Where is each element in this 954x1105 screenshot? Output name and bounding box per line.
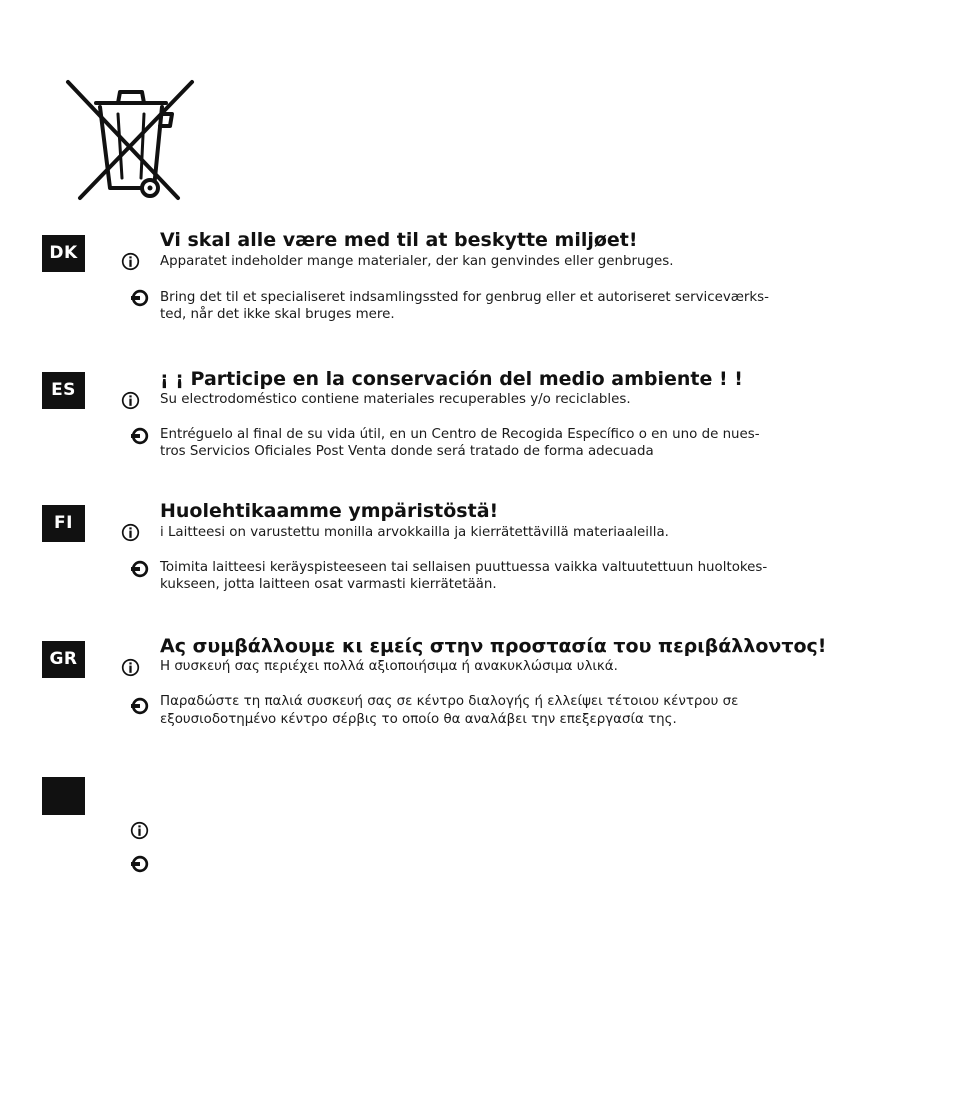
section-info-fi: i Laitteesi on varustettu monilla arvokkailla ja kierrätettävillä materiaaleilla. bbox=[160, 525, 669, 540]
section-title-dk: Vi skal alle være med til at beskytte miljøet! bbox=[160, 229, 638, 251]
info-circle-icon bbox=[121, 391, 140, 410]
section-action-dk-line2: ted, når det ikke skal bruges mere. bbox=[160, 307, 395, 322]
arrow-right-circle-icon bbox=[131, 289, 149, 307]
language-badge-es: ES bbox=[42, 372, 85, 409]
language-badge-dk: DK bbox=[42, 235, 85, 272]
info-circle-icon bbox=[130, 821, 149, 840]
section-title-es: ¡ ¡ Participe en la conservación del medio ambiente ! ! bbox=[160, 368, 743, 390]
section-title-fi: Huolehtikaamme ympäristöstä! bbox=[160, 500, 499, 522]
section-action-es-line1: Entréguelo al final de su vida útil, en un Centro de Recogida Específico o en uno de nues- bbox=[160, 427, 760, 442]
section-action-gr-line1: Παραδώστε τη παλιά συσκευή σας σε κέντρο διαλογής ή ελλείψει τέτοιου κέντρου σε bbox=[160, 694, 739, 709]
arrow-right-circle-icon bbox=[131, 560, 149, 578]
section-action-es-line2: tros Servicios Oficiales Post Venta donde será tratado de forma adecuada bbox=[160, 444, 654, 459]
arrow-right-circle-icon bbox=[131, 427, 149, 445]
info-circle-icon bbox=[121, 523, 140, 542]
section-action-fi-line1: Toimita laitteesi keräyspisteeseen tai sellaisen puuttuessa vaikka valtuutettuun huoltokes- bbox=[160, 560, 768, 575]
section-action-gr-line2: εξουσιοδοτημένο κέντρο σέρβις το οποίο θα αναλάβει την επεξεργασία της. bbox=[160, 712, 677, 727]
section-info-es: Su electrodoméstico contiene materiales recuperables y/o reciclables. bbox=[160, 392, 631, 407]
language-badge-gr: GR bbox=[42, 641, 85, 678]
section-action-fi-line2: kukseen, jotta laitteen osat varmasti kierrätetään. bbox=[160, 577, 497, 592]
info-circle-icon bbox=[121, 658, 140, 677]
info-circle-icon bbox=[121, 252, 140, 271]
section-action-dk-line1: Bring det til et specialiseret indsamlingssted for genbrug eller et autoriseret serviceværks- bbox=[160, 290, 769, 305]
language-badge-fi: FI bbox=[42, 505, 85, 542]
crossed-out-wheelie-bin-icon bbox=[62, 78, 198, 204]
language-badge-blank bbox=[42, 777, 85, 815]
section-info-dk: Apparatet indeholder mange materialer, der kan genvindes eller genbruges. bbox=[160, 254, 674, 269]
arrow-right-circle-icon bbox=[131, 697, 149, 715]
section-info-gr: Η συσκευή σας περιέχει πολλά αξιοποιήσιμα ή ανακυκλώσιμα υλικά. bbox=[160, 659, 618, 674]
arrow-right-circle-icon bbox=[131, 855, 149, 873]
section-title-gr: Ας συμβάλλουμε κι εμείς στην προστασία του περιβάλλοντος! bbox=[160, 635, 827, 657]
